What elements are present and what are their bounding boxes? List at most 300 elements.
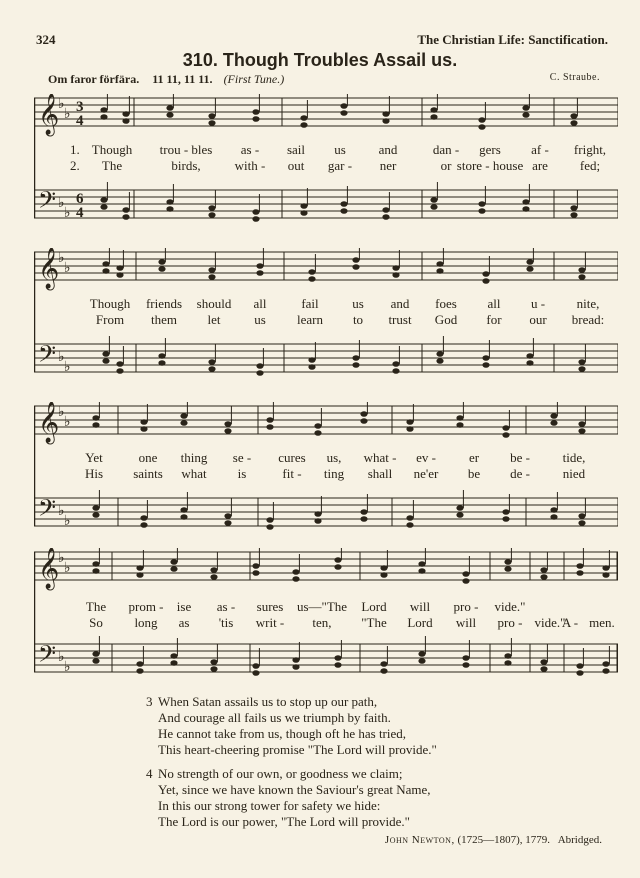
lyric-syllable: foes [435,296,457,311]
lyric-syllable: one [138,450,158,465]
note-head [256,263,263,269]
lyric-syllable: us—"The [296,599,348,614]
note-head [334,662,341,668]
lyric-syllable: saints [133,466,163,481]
stanza-4 [146,766,606,830]
lyric-line-3-verse-1 [34,450,618,466]
treble-clef-icon: 𝄞 [38,402,60,443]
note-head [576,563,583,569]
note-head [136,661,143,667]
note-head [308,269,315,275]
note-head [570,120,577,126]
note-head [224,421,231,427]
lyric-syllable: us, [326,450,342,465]
lyric-syllable: trou - bles [159,142,213,157]
note-head [436,358,443,364]
note-head [456,422,463,428]
note-head [462,655,469,661]
note-head [92,568,99,574]
flat-icon: ♭ [64,560,71,576]
note-head [300,203,307,209]
flat-icon: ♭ [58,550,65,566]
note-head [570,212,577,218]
stanza-line: This heart-cheering promise "The Lord will provide." [158,742,437,757]
note-head [300,122,307,128]
note-head [158,259,165,265]
note-head [570,205,577,211]
note-head [252,216,259,222]
note-head [224,513,231,519]
note-head [92,505,99,511]
lyric-syllable: af - [531,142,549,157]
note-head [602,565,609,571]
lyric-syllable: er [468,450,480,465]
lyric-syllable: will [455,615,477,630]
note-head [456,512,463,518]
lyric-syllable: are [532,158,548,173]
lyric-syllable: shall [367,466,393,481]
lyric-syllable: ne'er [413,466,439,481]
note-head [116,265,123,271]
lyric-syllable: The [101,158,123,173]
note-head [392,368,399,374]
note-head [352,362,359,368]
note-head [314,511,321,517]
lyric-syllable: prom - [128,599,164,614]
stanza-number: 4 [146,766,153,781]
note-head [140,426,147,432]
lyric-syllable: should [196,296,232,311]
note-head [436,268,443,274]
note-head [522,105,529,111]
lyric-syllable: gar - [327,158,353,173]
bass-clef-icon: 𝄢 [38,186,57,219]
composer: C. Straube. [549,72,600,83]
lyric-syllable: let [207,312,221,327]
note-head [578,274,585,280]
lyric-line-3-verse-2 [34,466,618,482]
note-head [456,415,463,421]
flat-icon: ♭ [64,359,71,375]
flat-icon: ♭ [64,205,71,221]
note-head [170,559,177,565]
note-head [256,270,263,276]
lyric-syllable: se - [232,450,252,465]
lyric-syllable: His [84,466,104,481]
note-head [170,653,177,659]
note-head [166,199,173,205]
note-head [292,576,299,582]
lyric-syllable: as [178,615,190,630]
note-head [166,206,173,212]
flat-icon: ♭ [58,250,65,266]
note-head [252,663,259,669]
stanza-line: He cannot take from us, though oft he has tried, [158,726,407,741]
note-head [334,564,341,570]
lyric-syllable: nite, [576,296,600,311]
lyric-syllable: as - [216,599,236,614]
note-head [158,266,165,272]
lyric-line-1-verse-1 [34,142,618,158]
note-head [502,516,509,522]
treble-clef-icon: 𝄞 [38,94,60,135]
lyric-syllable: as - [240,142,260,157]
note-head [224,520,231,526]
stanza-line: And courage all fails us we triumph by faith. [158,710,391,725]
stanza-line: When Satan assails us to stop up our path, [158,694,378,709]
lyric-syllable: Though [91,142,133,157]
note-head [102,351,109,357]
note-head [380,661,387,667]
note-head [522,112,529,118]
lyric-syllable: and [390,296,410,311]
flat-icon: ♭ [58,404,65,420]
note-head [430,204,437,210]
note-head [430,197,437,203]
note-head [406,419,413,425]
note-head [360,516,367,522]
note-head [102,268,109,274]
lyric-syllable: u - [530,296,546,311]
note-head [136,668,143,674]
note-head [210,567,217,573]
flat-icon: ♭ [64,659,71,675]
note-head [540,659,547,665]
hymn-meta [48,72,600,88]
lyric-syllable: Lord [361,599,387,614]
lyric-syllable: what [181,466,207,481]
note-head [352,257,359,263]
note-head [140,515,147,521]
note-head [522,199,529,205]
note-head [252,670,259,676]
note-head [208,274,215,280]
lyric-syllable: 'tis [218,615,234,630]
note-head [418,651,425,657]
note-head [122,111,129,117]
note-head [482,278,489,284]
page-header [36,32,608,52]
lyric-syllable: A - [561,615,579,630]
note-head [578,520,585,526]
note-head [140,522,147,528]
note-head [340,103,347,109]
note-head [578,421,585,427]
stanza-3 [146,694,606,758]
note-head [550,413,557,419]
flat-icon: ♭ [58,649,65,665]
lyric-syllable: fit - [282,466,302,481]
lyric-syllable: trust [388,312,412,327]
note-head [392,272,399,278]
lyric-syllable: be [467,466,481,481]
note-head [292,657,299,663]
lyric-syllable: our [529,312,547,327]
note-head [92,658,99,664]
note-head [300,210,307,216]
flat-icon: ♭ [64,414,71,430]
note-head [116,368,123,374]
lyric-syllable: cures [278,450,306,465]
lyric-syllable: Yet [85,450,103,465]
note-head [92,512,99,518]
note-head [436,351,443,357]
note-head [578,267,585,273]
lyric-syllable: to [352,312,364,327]
note-head [122,214,129,220]
music-system-2 [34,248,618,388]
note-head [266,524,273,530]
note-head [540,567,547,573]
lyric-syllable: them [151,312,177,327]
music-system-3 [34,402,618,542]
note-head [292,569,299,575]
note-head [382,214,389,220]
lyric-syllable: ting [323,466,345,481]
stanza-line: Yet, since we have known the Saviour's great Name, [158,782,431,797]
note-head [292,664,299,670]
lyric-line-4-verse-1 [34,599,618,615]
note-head [392,361,399,367]
note-head [208,113,215,119]
note-head [92,422,99,428]
lyric-line-4-verse-2 [34,615,618,631]
note-head [570,113,577,119]
lyric-syllable: fed; [579,158,601,173]
flat-icon: ♭ [64,513,71,529]
note-head [340,110,347,116]
lyric-syllable: us [254,312,266,327]
note-head [380,565,387,571]
lyric-syllable: pro - [453,599,479,614]
lyric-syllable: be - [510,450,530,465]
lyric-syllable: learn [297,312,323,327]
note-head [526,266,533,272]
note-head [224,428,231,434]
lyric-syllable: fail [301,296,319,311]
lyric-syllable: Though [89,296,131,311]
note-head [380,668,387,674]
note-head [504,566,511,572]
note-head [100,107,107,113]
page-number: 324 [36,32,56,47]
note-head [210,574,217,580]
music-system-1 [34,94,618,234]
flat-icon: ♭ [58,503,65,519]
note-head [360,418,367,424]
bass-clef-icon: 𝄢 [38,640,57,673]
lyric-syllable: us [352,296,364,311]
note-head [418,561,425,567]
note-head [522,206,529,212]
lyric-syllable: ev - [416,450,436,465]
lyric-syllable: and [378,142,398,157]
note-head [406,515,413,521]
note-head [360,411,367,417]
note-head [170,660,177,666]
treble-clef-icon: 𝄞 [38,548,60,589]
note-head [102,261,109,267]
note-head [430,107,437,113]
note-head [462,662,469,668]
note-head [92,561,99,567]
lyric-syllable: is [237,466,247,481]
note-head [456,505,463,511]
lyric-syllable: for [486,312,502,327]
author-name: John Newton, [384,834,455,846]
lyric-syllable: sail [286,142,306,157]
note-head [266,517,273,523]
note-head [308,357,315,363]
lyric-syllable: vide." [494,599,526,614]
meter: 11 11, 11 11. [152,72,213,86]
lyric-syllable: vide." [534,615,566,630]
note-head [208,267,215,273]
note-head [352,355,359,361]
lyric-syllable: From [95,312,125,327]
lyric-line-2-verse-1 [34,296,618,312]
lyric-syllable: ise [176,599,192,614]
lyric-syllable: bread: [571,312,605,327]
note-head [578,366,585,372]
note-head [158,353,165,359]
lyric-syllable: ner [379,158,397,173]
note-head [504,653,511,659]
lyric-syllable: nied [562,466,586,481]
note-head [482,355,489,361]
note-head [382,207,389,213]
time-signature-top: 3 [76,99,84,115]
note-head [140,419,147,425]
note-head [208,366,215,372]
bass-time-top: 6 [76,191,84,207]
note-head [100,114,107,120]
note-head [340,208,347,214]
note-head [380,572,387,578]
tune-note: (First Tune.) [223,72,285,86]
note-head [92,651,99,657]
lyric-syllable: ten, [312,615,332,630]
note-head [504,660,511,666]
note-head [208,205,215,211]
lyric-syllable: men. [589,615,615,630]
note-head [334,655,341,661]
note-head [502,509,509,515]
note-head [300,115,307,121]
note-head [418,568,425,574]
lyric-syllable: what - [363,450,397,465]
music-system-4 [34,548,618,688]
note-head [102,358,109,364]
note-head [602,661,609,667]
note-head [482,271,489,277]
note-head [540,666,547,672]
treble-clef-icon: 𝄞 [38,248,60,289]
note-head [578,359,585,365]
note-head [208,359,215,365]
note-head [314,423,321,429]
note-head [334,557,341,563]
note-head [602,572,609,578]
note-head [136,565,143,571]
note-head [122,207,129,213]
lyric-syllable: dan - [432,142,460,157]
flat-icon: ♭ [64,106,71,122]
note-head [540,574,547,580]
note-head [502,432,509,438]
note-head [256,363,263,369]
bass-clef-icon: 𝄢 [38,340,57,373]
hymn-title: 310. Though Troubles Assail us. [182,50,458,70]
note-head [406,426,413,432]
author-dates: (1725—1807), 1779. [457,834,551,846]
note-head [308,276,315,282]
note-head [578,513,585,519]
additional-stanzas [146,694,606,836]
note-head [340,201,347,207]
note-head [180,420,187,426]
note-head [252,116,259,122]
lyric-syllable: or [440,158,452,173]
verse-number: 2. [70,158,80,173]
lyric-syllable: thing [180,450,208,465]
note-head [92,415,99,421]
lyric-syllable: So [89,615,103,630]
note-head [418,658,425,664]
note-head [158,360,165,366]
note-head [526,360,533,366]
note-head [210,659,217,665]
lyric-syllable: will [409,599,431,614]
flat-icon: ♭ [58,195,65,211]
section-title: The Christian Life: Sanctification. [417,32,608,47]
lyric-syllable: pro - [497,615,523,630]
note-head [208,212,215,218]
note-head [576,670,583,676]
lyric-syllable: all [253,296,267,311]
note-head [308,364,315,370]
note-head [180,507,187,513]
note-head [116,272,123,278]
tune-name: Om faror förfära. [48,72,140,86]
lyric-syllable: all [487,296,501,311]
note-head [180,514,187,520]
lyric-syllable: Lord [407,615,433,630]
lyric-syllable: gers [479,142,501,157]
note-head [478,124,485,130]
note-head [550,514,557,520]
lyric-syllable: God [434,312,458,327]
note-head [382,111,389,117]
lyric-syllable: sures [256,599,284,614]
note-head [478,201,485,207]
note-head [430,114,437,120]
lyric-syllable: writ - [255,615,285,630]
verse-number: 1. [70,142,80,157]
note-head [100,204,107,210]
attribution [385,834,602,846]
stanza-number: 3 [146,694,153,709]
note-head [210,666,217,672]
lyric-syllable: tide, [562,450,586,465]
note-head [504,559,511,565]
note-head [256,370,263,376]
note-head [122,118,129,124]
lyric-syllable: de - [510,466,530,481]
note-head [136,572,143,578]
note-head [166,112,173,118]
flat-icon: ♭ [58,349,65,365]
